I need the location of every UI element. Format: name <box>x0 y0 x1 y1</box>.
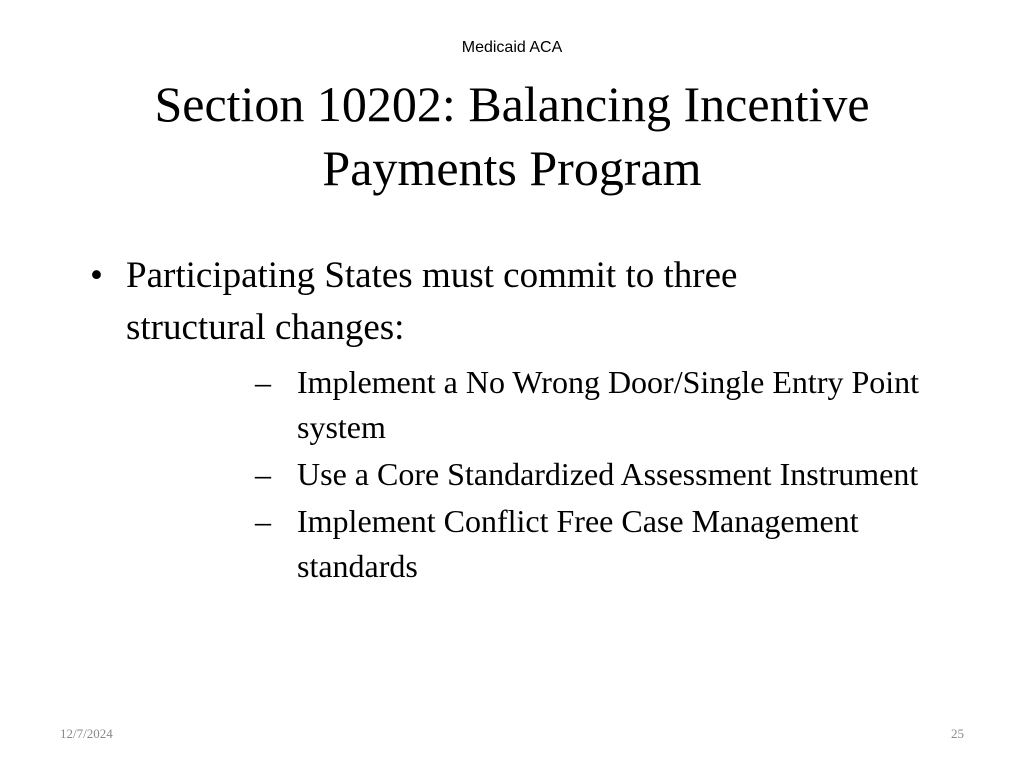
slide-title-line-2: Payments Program <box>322 140 702 196</box>
bullet-item <box>90 250 1024 589</box>
sub-bullet-text-line-1: Implement a No Wrong Door/Single Entry Point <box>297 364 920 400</box>
slide-title <box>0 72 1024 200</box>
sub-bullet-text-line-1: Use a Core Standardized Assessment Instrument <box>297 456 919 492</box>
slide-title-line-1: Section 10202: Balancing Incentive <box>154 76 870 132</box>
sub-bullet-item <box>255 360 1024 450</box>
footer-date: 12/7/2024 <box>60 726 113 741</box>
sub-bullet-text-line-2: system <box>297 409 386 445</box>
sub-bullet-text-line-2: standards <box>297 548 418 584</box>
bullet-text-line-2: structural changes: <box>126 307 405 348</box>
sub-bullet-list <box>126 360 1024 589</box>
sub-bullet-marker: – <box>255 456 271 492</box>
bullet-text-line-1: Participating States must commit to three <box>126 255 738 296</box>
sub-bullet-text-line-1: Implement Conflict Free Case Management <box>297 503 859 539</box>
sub-bullet-item <box>255 499 1024 589</box>
sub-bullet-marker: – <box>255 364 271 400</box>
sub-bullet-item <box>255 452 1024 497</box>
page-number: 25 <box>951 726 964 741</box>
header-label: Medicaid ACA <box>461 39 563 56</box>
sub-bullet-marker: – <box>255 503 271 539</box>
bullet-list <box>0 250 1024 591</box>
bullet-marker: • <box>90 255 103 296</box>
